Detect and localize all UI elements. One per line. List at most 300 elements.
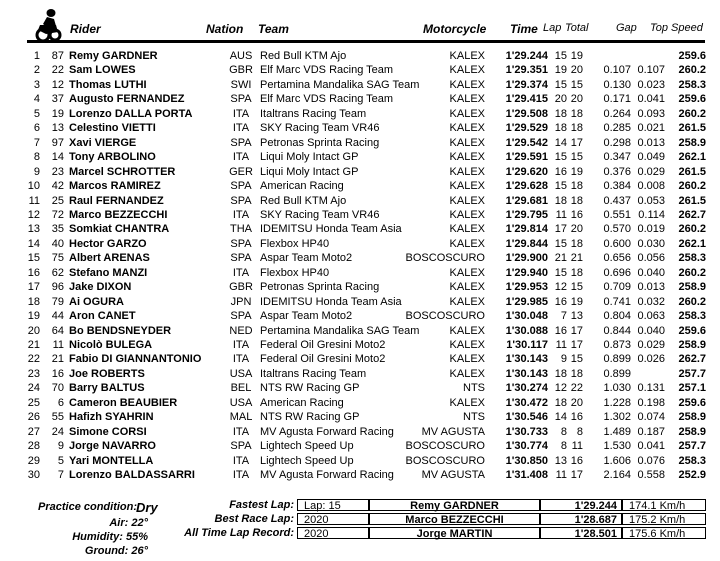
rider-number: 87 [51,50,64,62]
position: 10 [27,180,40,193]
total-laps: 18 [570,367,583,380]
position: 27 [27,425,40,438]
total-laps: 20 [570,223,583,236]
record-lap: 2020 [297,513,369,525]
rider-name: Cameron BEAUBIER [69,396,178,409]
motorcycle: KALEX [449,339,485,351]
rider-number: 5 [57,454,64,467]
rider-number: 55 [51,411,64,424]
nation: USA [229,396,253,409]
col-header-rider: Rider [70,22,101,36]
lap-time: 1'29.415 [505,93,548,106]
rider-number: 13 [51,122,64,135]
total-laps: 15 [570,353,583,366]
gap-first: 0.656 [603,252,631,265]
position: 24 [27,382,40,395]
total-laps: 18 [570,107,583,120]
top-speed: 260.2 [678,295,706,308]
team-name: Federal Oil Gresini Moto2 [260,353,386,366]
gap-first: 0.600 [603,237,631,250]
table-row [0,425,720,439]
record-row [0,527,720,541]
total-laps: 17 [570,339,583,351]
gap-previous: 0.049 [637,151,665,164]
motorcycle: BOSCOSCURO [405,310,485,323]
record-rider: Marco BEZZECCHI [369,513,540,525]
position: 19 [27,310,40,323]
lap-time: 1'29.591 [505,151,548,164]
table-row [0,352,720,366]
nation: GBR [229,64,253,77]
practice-condition-value: Dry [136,500,158,515]
table-row [0,49,720,63]
table-row [0,410,720,424]
table-row [0,92,720,106]
gap-previous: 0.019 [637,223,665,236]
rider-name: Sam LOWES [69,64,136,77]
total-laps: 18 [570,122,583,135]
table-row [0,454,720,468]
table-row [0,266,720,280]
gap-previous: 0.131 [637,382,665,395]
gap-first: 0.171 [603,93,631,106]
table-row [0,280,720,294]
top-speed: 260.2 [678,266,706,279]
motorcycle: KALEX [449,93,485,106]
top-speed: 260.2 [678,64,706,77]
col-header-top-speed: Top Speed [650,22,703,34]
best-lap: 12 [554,382,567,395]
top-speed: 262.1 [678,151,706,164]
nation: ITA [232,339,250,351]
rider-number: 7 [57,469,64,482]
nation: SPA [230,310,252,323]
lap-time: 1'29.844 [505,237,548,250]
motorcycle: KALEX [449,180,485,193]
rider-name: Jake DIXON [69,281,132,294]
motorcycle: NTS [463,411,485,424]
header-divider [27,40,705,43]
rider-number: 6 [57,396,64,409]
lap-time: 1'30.850 [505,454,548,467]
motorcycle: KALEX [449,64,485,77]
gap-previous: 0.558 [637,469,665,482]
rider-name: Tony ARBOLINO [69,151,156,164]
record-row [0,513,720,527]
motorcycle-rider-icon [34,8,62,42]
total-laps: 19 [570,165,583,178]
total-laps: 16 [570,454,583,467]
rider-name: Marcel SCHROTTER [69,165,176,178]
record-time: 1'28.501 [540,527,622,539]
record-row [0,499,720,513]
total-laps: 15 [570,151,583,164]
position: 21 [27,339,40,351]
rider-number: 96 [51,281,64,294]
team-name: Lightech Speed Up [260,454,354,467]
gap-previous: 0.114 [638,208,665,221]
gap-previous: 0.041 [637,93,665,106]
team-name: American Racing [260,396,344,409]
gap-first: 0.130 [603,78,631,91]
top-speed: 262.1 [678,237,706,250]
best-lap: 18 [554,194,567,207]
total-laps: 17 [570,136,583,149]
nation: ITA [232,469,250,482]
record-time: 1'29.244 [540,499,622,511]
team-name: American Racing [260,180,344,193]
lap-time: 1'30.143 [505,367,548,380]
motorcycle: KALEX [449,50,485,62]
table-row [0,396,720,410]
lap-time: 1'29.940 [505,266,548,279]
team-name: Petronas Sprinta Racing [260,136,380,149]
top-speed: 258.9 [678,281,706,294]
best-lap: 15 [554,50,567,62]
gap-first: 0.899 [603,367,631,380]
total-laps: 18 [570,180,583,193]
gap-first: 0.873 [603,339,631,351]
rider-name: Augusto FERNANDEZ [69,93,185,106]
gap-previous: 0.029 [637,165,665,178]
total-laps: 18 [570,194,583,207]
best-lap: 20 [554,93,567,106]
total-laps: 20 [570,396,583,409]
gap-first: 0.376 [603,165,631,178]
position: 18 [27,295,40,308]
rider-name: Somkiat CHANTRA [69,223,170,236]
top-speed: 259.6 [678,396,706,409]
rider-name: Marcos RAMIREZ [69,180,161,193]
nation: SPA [230,180,252,193]
col-header-gap: Gap [616,22,637,34]
rider-name: Xavi VIERGE [69,136,137,149]
position: 13 [27,223,40,236]
rider-name: Marco BEZZECCHI [69,208,168,221]
top-speed: 257.1 [678,382,706,395]
best-lap: 14 [554,136,567,149]
motorcycle: BOSCOSCURO [405,454,485,467]
lap-time: 1'30.733 [505,425,548,438]
record-lap: 2020 [297,527,369,539]
best-lap: 18 [554,107,567,120]
lap-time: 1'30.472 [505,396,548,409]
motorcycle: KALEX [449,367,485,380]
gap-first: 1.606 [603,454,631,467]
practice-condition-label: Practice condition: [38,501,138,513]
rider-name: Thomas LUTHI [69,78,147,91]
best-lap: 21 [554,252,567,265]
team-name: Petronas Sprinta Racing [260,281,380,294]
gap-previous: 0.030 [637,237,665,250]
gap-first: 0.298 [603,136,631,149]
position: 8 [33,151,40,164]
nation: GBR [229,281,253,294]
lap-time: 1'29.628 [505,180,548,193]
gap-previous: 0.029 [637,339,665,351]
top-speed: 258.9 [678,339,706,351]
gap-previous: 0.026 [637,353,665,366]
motorcycle: MV AGUSTA [421,469,485,482]
best-lap: 16 [554,165,567,178]
rider-number: 14 [51,151,64,164]
gap-previous: 0.023 [637,78,665,91]
team-name: Aspar Team Moto2 [260,252,353,265]
nation: ITA [232,425,250,438]
total-laps: 16 [570,411,583,424]
motorcycle: KALEX [449,122,485,135]
rider-name: Raul FERNANDEZ [69,194,164,207]
gap-previous: 0.032 [637,295,665,308]
table-row [0,439,720,453]
team-name: Federal Oil Gresini Moto2 [260,339,386,351]
table-row [0,309,720,323]
team-name: Aspar Team Moto2 [260,310,353,323]
position: 15 [27,252,40,265]
motorcycle: KALEX [449,107,485,120]
top-speed: 260.2 [678,107,706,120]
gap-first: 0.844 [603,324,631,337]
lap-time: 1'30.774 [505,440,548,453]
nation: ITA [232,208,250,221]
team-name: Red Bull KTM Ajo [260,50,347,62]
rider-number: 37 [51,93,64,106]
record-speed: 174.1 Km/h [622,499,706,511]
motorcycle: BOSCOSCURO [405,440,485,453]
lap-time: 1'29.681 [505,194,548,207]
gap-first: 0.107 [603,64,631,77]
best-lap: 18 [554,396,567,409]
record-label: Fastest Lap: [229,499,294,511]
best-lap: 11 [555,208,567,221]
motorcycle: BOSCOSCURO [405,252,485,265]
rider-number: 75 [51,252,64,265]
team-name: SKY Racing Team VR46 [260,122,380,135]
top-speed: 258.3 [678,252,706,265]
total-laps: 15 [570,78,583,91]
best-lap: 11 [555,339,567,351]
col-header-total: Total [565,22,589,34]
top-speed: 260.2 [678,223,706,236]
table-row [0,367,720,381]
position: 29 [27,454,40,467]
team-name: Lightech Speed Up [260,440,354,453]
best-lap: 11 [555,469,567,482]
top-speed: 258.9 [678,425,706,438]
record-label: All Time Lap Record: [184,527,294,539]
rider-number: 62 [51,266,64,279]
best-lap: 8 [560,425,567,438]
position: 1 [33,50,40,62]
rider-number: 22 [51,64,64,77]
total-laps: 20 [570,64,583,77]
gap-previous: 0.107 [637,64,665,77]
col-header-nation: Nation [206,22,244,36]
lap-time: 1'29.953 [505,281,548,294]
humidity: Humidity: 55% [72,531,148,543]
table-row [0,165,720,179]
motorcycle: KALEX [449,136,485,149]
gap-previous: 0.187 [637,425,665,438]
nation: AUS [229,50,253,62]
gap-previous: 0.008 [637,180,665,193]
rider-name: Albert ARENAS [69,252,150,265]
team-name: SKY Racing Team VR46 [260,208,380,221]
position: 20 [27,324,40,337]
motorcycle: KALEX [449,237,485,250]
gap-first: 0.437 [603,194,631,207]
position: 11 [28,194,40,207]
team-name: Elf Marc VDS Racing Team [260,93,394,106]
gap-first: 1.302 [603,411,631,424]
gap-previous: 0.041 [637,440,665,453]
gap-first: 2.164 [603,469,631,482]
position: 3 [33,78,40,91]
gap-previous: 0.076 [637,454,665,467]
gap-previous: 0.040 [637,324,665,337]
record-speed: 175.2 Km/h [622,513,706,525]
best-lap: 18 [554,122,567,135]
rider-number: 19 [51,107,64,120]
rider-number: 21 [51,353,64,366]
rider-name: Yari MONTELLA [69,454,154,467]
position: 6 [33,122,40,135]
gap-first: 0.741 [603,295,631,308]
gap-previous: 0.053 [637,194,665,207]
total-laps: 15 [570,281,583,294]
gap-first: 0.384 [603,180,631,193]
rider-number: 64 [51,324,64,337]
record-lap: Lap: 15 [297,499,369,511]
nation: ITA [232,266,250,279]
nation: ITA [232,107,250,120]
nation: SPA [230,237,252,250]
rider-number: 11 [52,339,64,351]
position: 14 [27,237,40,250]
lap-time: 1'30.274 [505,382,548,395]
position: 5 [33,107,40,120]
table-row [0,63,720,77]
lap-time: 1'29.244 [505,50,548,62]
motorcycle: KALEX [449,324,485,337]
lap-time: 1'29.374 [505,78,548,91]
table-row [0,381,720,395]
lap-time: 1'29.985 [505,295,548,308]
nation: USA [229,367,253,380]
position: 26 [27,411,40,424]
position: 12 [27,208,40,221]
gap-previous: 0.056 [637,252,665,265]
team-name: Liqui Moly Intact GP [260,165,359,178]
best-lap: 19 [554,64,567,77]
gap-previous: 0.013 [637,281,665,294]
table-row [0,121,720,135]
col-header-team: Team [258,22,289,36]
team-name: Pertamina Mandalika SAG Team [260,324,420,337]
rider-number: 44 [51,310,64,323]
gap-first: 0.804 [603,310,631,323]
rider-name: Celestino VIETTI [69,122,156,135]
nation: SPA [230,136,252,149]
record-rider: Remy GARDNER [369,499,540,511]
motorcycle: KALEX [449,295,485,308]
col-header-motorcycle: Motorcycle [423,22,487,36]
record-rider: Jorge MARTIN [369,527,540,539]
nation: ITA [232,454,250,467]
lap-time: 1'30.143 [505,353,548,366]
table-row [0,338,720,352]
total-laps: 8 [576,425,583,438]
total-laps: 13 [570,310,583,323]
table-row [0,150,720,164]
gap-previous: 0.021 [637,122,665,135]
rider-number: 23 [51,165,64,178]
team-name: NTS RW Racing GP [260,382,360,395]
total-laps: 17 [570,324,583,337]
position: 25 [27,396,40,409]
rider-name: Aron CANET [69,310,136,323]
gap-first: 0.264 [603,107,631,120]
lap-time: 1'29.351 [505,64,548,77]
lap-time: 1'29.814 [505,223,548,236]
rider-name: Fabio DI GIANNANTONIO [69,353,202,366]
lap-time: 1'30.117 [506,339,548,351]
best-lap: 7 [560,310,567,323]
total-laps: 20 [570,93,583,106]
table-row [0,324,720,338]
top-speed: 261.5 [678,194,706,207]
motorcycle: KALEX [449,151,485,164]
top-speed: 258.3 [678,310,706,323]
gap-previous: 0.074 [637,411,665,424]
top-speed: 259.6 [678,93,706,106]
nation: ITA [232,353,250,366]
total-laps: 11 [571,440,583,453]
table-row [0,78,720,92]
team-name: Italtrans Racing Team [260,107,367,120]
rider-number: 79 [51,295,64,308]
rider-number: 72 [51,208,64,221]
table-row [0,107,720,121]
lap-time: 1'29.900 [505,252,548,265]
table-row [0,179,720,193]
gap-previous: 0.198 [637,396,665,409]
top-speed: 260.2 [678,180,706,193]
total-laps: 22 [570,382,583,395]
total-laps: 17 [570,469,583,482]
top-speed: 258.3 [678,78,706,91]
table-row [0,468,720,482]
lap-time: 1'29.795 [505,208,548,221]
rider-name: Simone CORSI [69,425,147,438]
nation: BEL [230,382,252,395]
top-speed: 262.7 [678,208,706,221]
nation: THA [230,223,252,236]
gap-previous: 0.093 [637,107,665,120]
nation: SPA [230,93,252,106]
lap-time: 1'30.048 [505,310,548,323]
table-row [0,208,720,222]
top-speed: 261.5 [678,122,706,135]
table-row [0,237,720,251]
rider-name: Jorge NAVARRO [69,440,156,453]
best-lap: 13 [554,454,567,467]
best-lap: 16 [554,295,567,308]
team-name: Italtrans Racing Team [260,367,367,380]
nation: NED [229,324,253,337]
lap-time: 1'30.088 [505,324,548,337]
best-lap: 8 [560,440,567,453]
